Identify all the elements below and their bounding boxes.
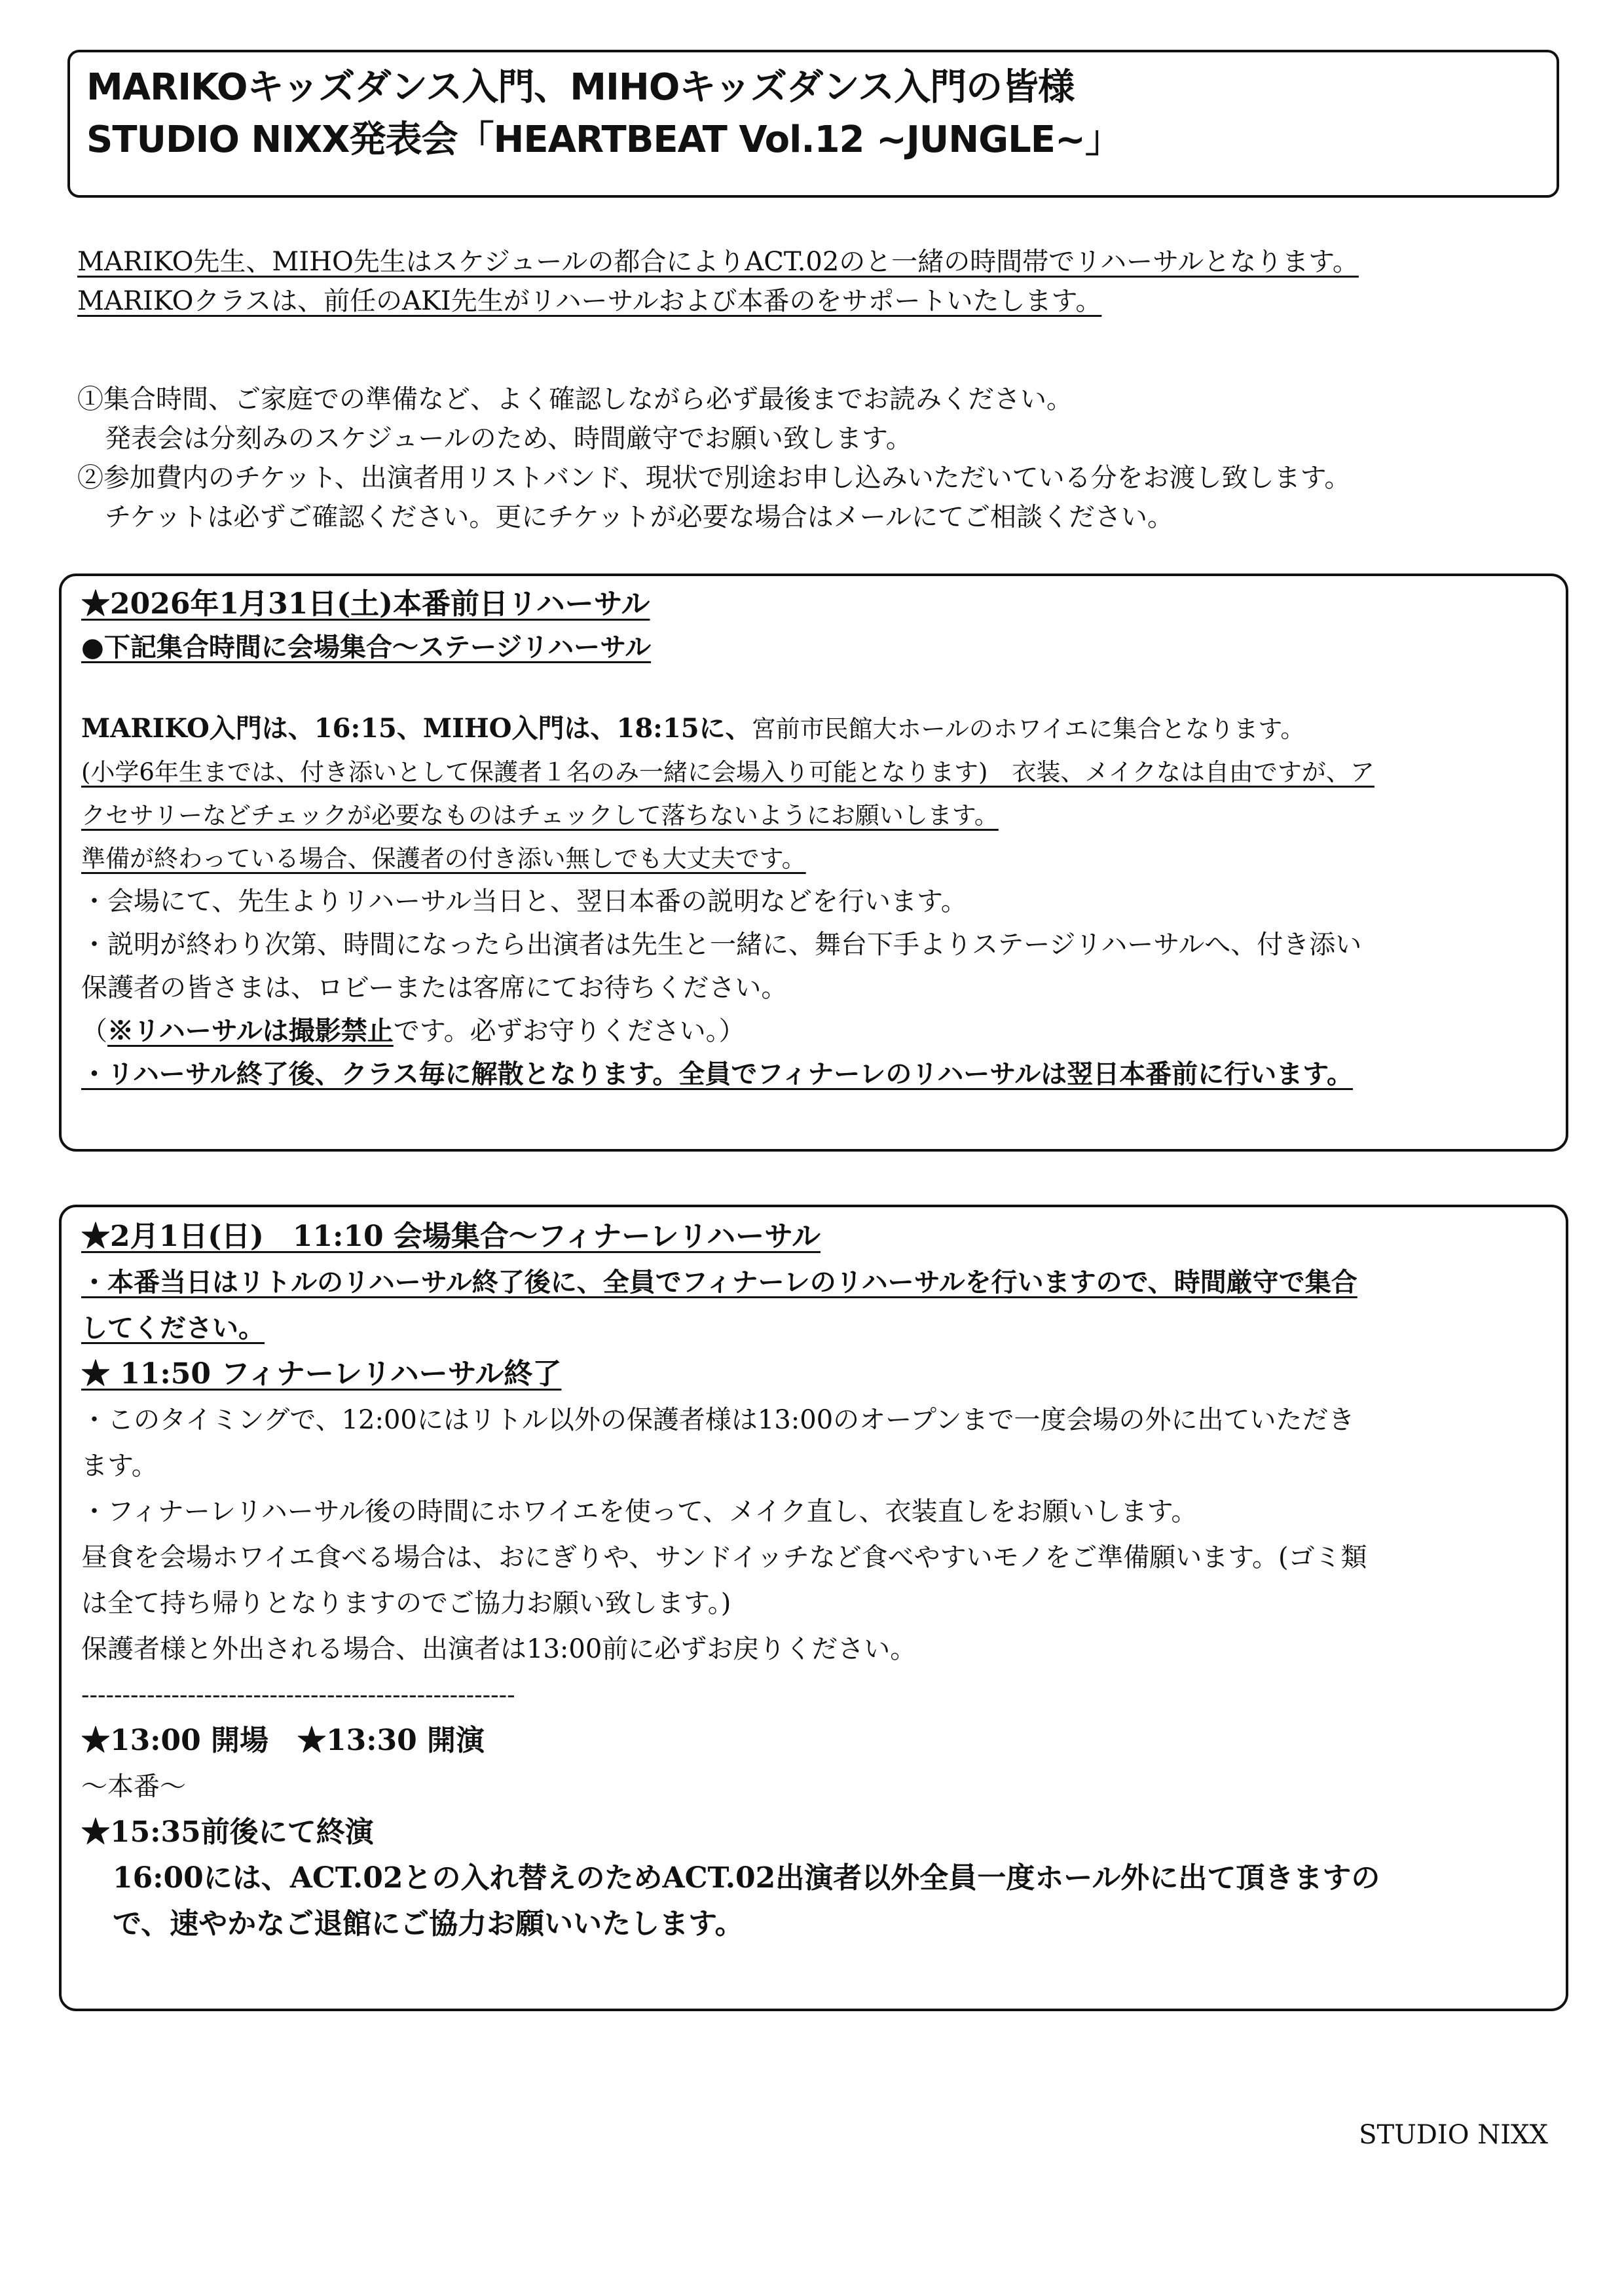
intro-item-2-sub: チケットは必ずご確認ください。更にチケットが必要な場合はメールにてご相談ください。: [105, 502, 1173, 532]
showday-para-1: ・このタイミングで、12:00にはリトル以外の保護者様は13:00のオープンまで一度会場の外に出ていただき: [81, 1405, 1355, 1435]
rehearsal-assembly-place: 宮前市民館大ホールのホワイエに集合となります。: [751, 715, 1305, 743]
showday-notice-2: してください。: [81, 1313, 265, 1343]
photo-ban-rest: です。必ずお守りください。）: [393, 1016, 745, 1046]
intro-item-1-sub: 発表会は分刻みのスケジュールのため、時間厳守でお願い致します。: [105, 424, 912, 454]
title-box: [67, 50, 1559, 198]
rehearsal-heading: ★2026年1月31日(土)本番前日リハーサル: [81, 587, 650, 621]
intro-item-1: ①集合時間、ご家庭での準備など、よく確認しながら必ず最後までお読みください。: [77, 384, 1073, 414]
showday-para-3: 昼食を会場ホワイエ食べる場合は、おにぎりや、サンドイッチなど食べやすいモノをご準備願います。(ゴミ類: [81, 1542, 1367, 1573]
intro-item-2: ②参加費内のチケット、出演者用リストバンド、現状で別途お申し込みいただいている分をお渡し致します。: [77, 463, 1351, 493]
exit-notice-1: 16:00には、ACT.02との入れ替えのためACT.02出演者以外全員一度ホール外に出て頂きますの: [113, 1861, 1380, 1895]
show-label: 〜本番〜: [81, 1772, 186, 1802]
showday-heading: ★2月1日(日) 11:10 会場集合〜フィナーレリハーサル: [81, 1220, 821, 1253]
rehearsal-box: [59, 574, 1568, 1152]
rehearsal-bullet-2: ・説明が終わり次第、時間になったら出演者は先生と一緒に、舞台下手よりステージリハーサルへ、付き添い: [81, 930, 1362, 960]
showday-para-4: 保護者様と外出される場合、出演者は13:00前に必ずお戻りください。: [81, 1634, 917, 1664]
rehearsal-note-1: (小学6年生までは、付き添いとして保護者１名のみ一緒に会場入り可能となります) 衣装、メイクなは自由ですが、ア: [81, 758, 1375, 786]
rehearsal-assembly-times: MARIKO入門は、16:15、MIHO入門は、18:15に、: [81, 713, 752, 744]
separator-line: -----------------------------------------------------: [81, 1681, 515, 1709]
rehearsal-bullet-2-cont: 保護者の皆さまは、ロビーまたは客席にてお待ちください。: [81, 973, 788, 1003]
footer-studio-name: STUDIO NIXX: [1359, 2120, 1548, 2150]
showday-para-2: ・フィナーレリハーサル後の時間にホワイエを使って、メイク直し、衣装直しをお願いします。: [81, 1497, 1198, 1527]
showday-box: [59, 1205, 1568, 2011]
rehearsal-note-3: 準備が終わっている場合、保護者の付き添い無しでも大丈夫です。: [81, 845, 806, 873]
open-start-times: ★13:00 開場 ★13:30 開演: [81, 1724, 485, 1757]
finale-end: ★ 11:50 フィナーレリハーサル終了: [81, 1357, 562, 1391]
rehearsal-dismissal: ・リハーサル終了後、クラス毎に解散となります。全員でフィナーレのリハーサルは翌日本番前に行います。: [81, 1059, 1353, 1089]
exit-notice-2: で、速やかなご退館にご協力お願いいたします。: [113, 1907, 744, 1941]
showday-notice-1: ・本番当日はリトルのリハーサル終了後に、全員でフィナーレのリハーサルを行いますので、時間厳守で集合: [81, 1267, 1357, 1298]
showday-para-3-cont: は全て持ち帰りとなりますのでご協力お願い致します。): [81, 1588, 731, 1618]
photo-paren-open: （: [81, 1016, 107, 1046]
show-end-time: ★15:35前後にて終演: [81, 1815, 374, 1849]
showday-para-1-cont: ます。: [81, 1451, 158, 1481]
title-line-1: MARIKOキッズダンス入門、MIHOキッズダンス入門の皆様: [86, 66, 1075, 109]
intro-section: [77, 242, 1564, 537]
rehearsal-note-2: クセサリーなどチェックが必要なものはチェックして落ちないようにお願いします。: [81, 801, 999, 829]
photo-ban-notice: ※リハーサルは撮影禁止: [107, 1015, 394, 1046]
intro-notice-2: MARIKOクラスは、前任のAKI先生がリハーサルおよび本番のをサポートいたします。: [77, 286, 1102, 316]
title-line-2: STUDIO NIXX発表会「HEARTBEAT Vol.12 ~JUNGLE~」: [86, 118, 1121, 161]
intro-notice-1: MARIKO先生、MIHO先生はスケジュールの都合によりACT.02のと一緒の時間帯でリハーサルとなります。: [77, 247, 1359, 277]
rehearsal-subheading: ●下記集合時間に会場集合〜ステージリハーサル: [81, 632, 652, 663]
rehearsal-bullet-1: ・会場にて、先生よりリハーサル当日と、翌日本番の説明などを行います。: [81, 886, 967, 917]
